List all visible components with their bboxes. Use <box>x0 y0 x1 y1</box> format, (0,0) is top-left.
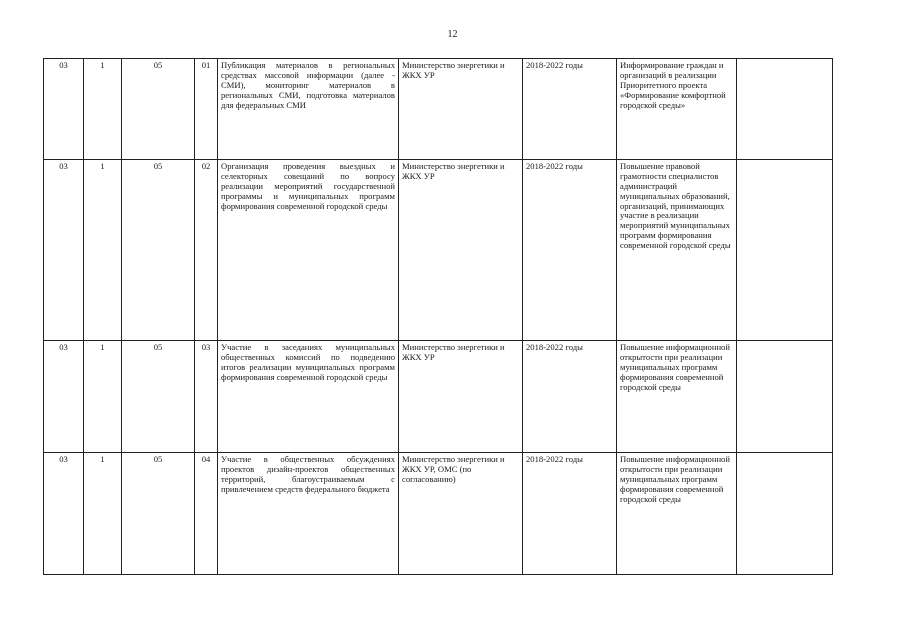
main-measure-code: 05 <box>122 453 195 575</box>
executor: Министерство энергетики и ЖКХ УР <box>399 341 523 453</box>
measure-description: Участие в общественных обсуждениях проектов дизайн-проектов общественных территорий, благоустраиваемым с привлечением средств федерального бюджета <box>218 453 399 575</box>
measure-code: 01 <box>195 59 218 160</box>
expected-result: Повышение информационной открытости при реализации муниципальных программ формирования современной городской среды <box>617 453 737 575</box>
subprogram-code: 1 <box>84 59 122 160</box>
subprogram-code: 1 <box>84 453 122 575</box>
measures-table <box>43 58 833 575</box>
measure-code: 02 <box>195 160 218 341</box>
main-measure-code: 05 <box>122 160 195 341</box>
table-row <box>44 453 833 575</box>
main-measure-code: 05 <box>122 341 195 453</box>
subprogram-code: 1 <box>84 160 122 341</box>
subprogram-code: 1 <box>84 341 122 453</box>
extra-cell <box>737 341 833 453</box>
executor: Министерство энергетики и ЖКХ УР <box>399 59 523 160</box>
program-code: 03 <box>44 453 84 575</box>
expected-result: Информирование граждан и организаций в реализации Приоритетного проекта «Формирование комфортной городской среды» <box>617 59 737 160</box>
expected-result: Повышение правовой грамотности специалистов администраций муниципальных образований, организаций, принимающих участие в реализации мероприятий муниципальных программ формирования современной городской среды <box>617 160 737 341</box>
extra-cell <box>737 59 833 160</box>
period: 2018-2022 годы <box>523 341 617 453</box>
program-code: 03 <box>44 59 84 160</box>
measure-description: Организация проведения выездных и селекторных совещаний по вопросу реализации мероприятий государственной программы и муниципальных программ формирования современной городской среды <box>218 160 399 341</box>
extra-cell <box>737 160 833 341</box>
table-row <box>44 341 833 453</box>
executor: Министерство энергетики и ЖКХ УР, ОМС (по согласованию) <box>399 453 523 575</box>
program-code: 03 <box>44 160 84 341</box>
extra-cell <box>737 453 833 575</box>
measure-code: 04 <box>195 453 218 575</box>
expected-result: Повышение информационной открытости при реализации муниципальных программ формирования современной городской среды <box>617 341 737 453</box>
period: 2018-2022 годы <box>523 160 617 341</box>
page-number: 12 <box>447 29 458 40</box>
table-row <box>44 160 833 341</box>
period: 2018-2022 годы <box>523 59 617 160</box>
measure-code: 03 <box>195 341 218 453</box>
measure-description: Публикация материалов в региональных средствах массовой информации (далее - СМИ), мониторинг материалов в региональных СМИ, подготовка материалов для федеральных СМИ <box>218 59 399 160</box>
period: 2018-2022 годы <box>523 453 617 575</box>
executor: Министерство энергетики и ЖКХ УР <box>399 160 523 341</box>
measure-description: Участие в заседаниях муниципальных общественных комиссий по подведению итогов реализации муниципальных программ формирования современной городской среды <box>218 341 399 453</box>
table-row <box>44 59 833 160</box>
program-code: 03 <box>44 341 84 453</box>
main-measure-code: 05 <box>122 59 195 160</box>
